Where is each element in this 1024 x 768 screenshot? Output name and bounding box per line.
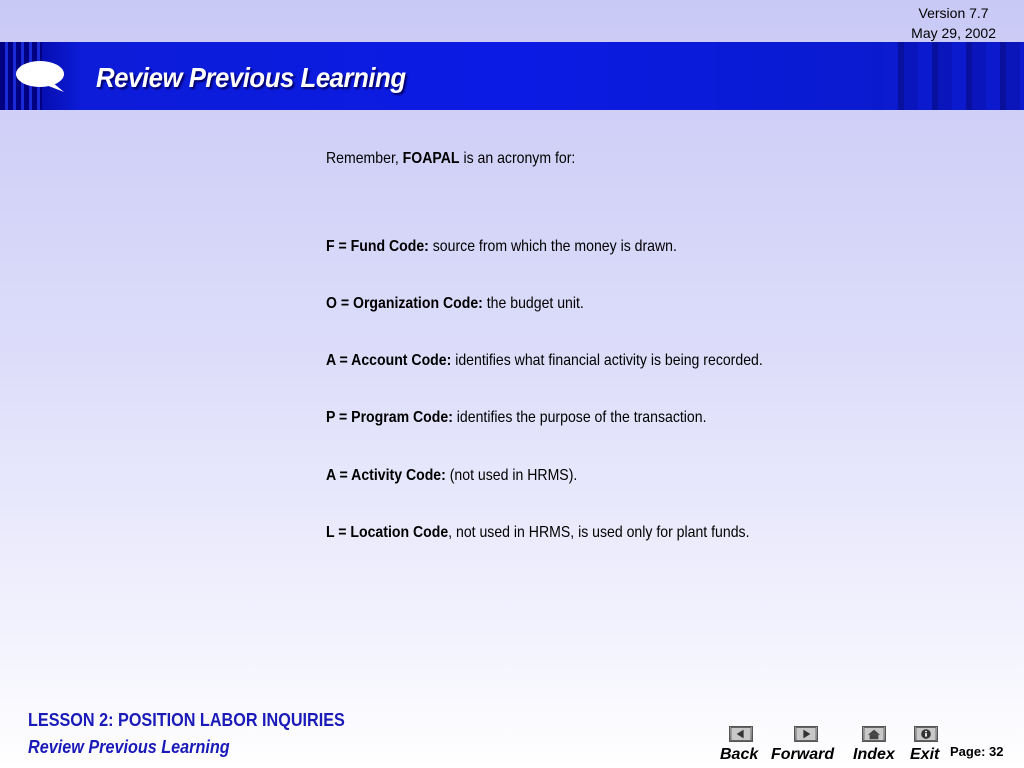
definition-account [326,352,763,370]
exit-button[interactable]: Exit [910,746,940,763]
definition-fund [326,238,677,256]
intro-acronym: FOAPAL [402,150,460,167]
banner-right-stripes [884,42,1024,110]
definition-desc: source from which the money is drawn. [428,238,677,255]
intro-suffix: is an acronym for: [459,150,576,167]
definition-location [326,524,749,542]
definition-term: L = Location Code [326,524,449,541]
definition-desc: (not used in HRMS). [445,467,578,484]
lesson-subtitle: Review Previous Learning [28,737,230,757]
intro-prefix: Remember, [326,150,403,167]
definition-term: A = Account Code: [326,352,452,369]
definition-term: O = Organization Code: [326,295,483,312]
definition-desc: the budget unit. [482,295,584,312]
definition-desc: identifies what financial activity is being recorded. [451,352,763,369]
definition-term: P = Program Code: [326,409,453,426]
page-title: Review Previous Learning [96,62,406,93]
lesson-title: LESSON 2: POSITION LABOR INQUIRIES [28,710,345,730]
index-button[interactable]: Index [853,746,895,763]
speech-bubble-icon [14,56,68,96]
definition-desc: identifies the purpose of the transaction. [452,409,707,426]
page-number: Page: 32 [950,744,1004,759]
index-home-icon[interactable] [862,726,886,742]
back-arrow-icon[interactable] [729,726,753,742]
definition-term: F = Fund Code: [326,238,429,255]
definition-desc: , not used in HRMS, is used only for plant funds. [448,524,750,541]
version-date: May 29, 2002 [911,25,996,41]
intro-text [326,150,575,168]
definition-organization [326,295,584,313]
version-info [911,3,996,43]
back-button[interactable]: Back [720,746,759,763]
definition-term: A = Activity Code: [326,467,446,484]
definition-program [326,409,706,427]
exit-info-icon[interactable] [914,726,938,742]
forward-arrow-icon[interactable] [794,726,818,742]
definition-activity [326,467,577,485]
forward-button[interactable]: Forward [771,746,835,763]
version-number: Version 7.7 [918,5,989,21]
